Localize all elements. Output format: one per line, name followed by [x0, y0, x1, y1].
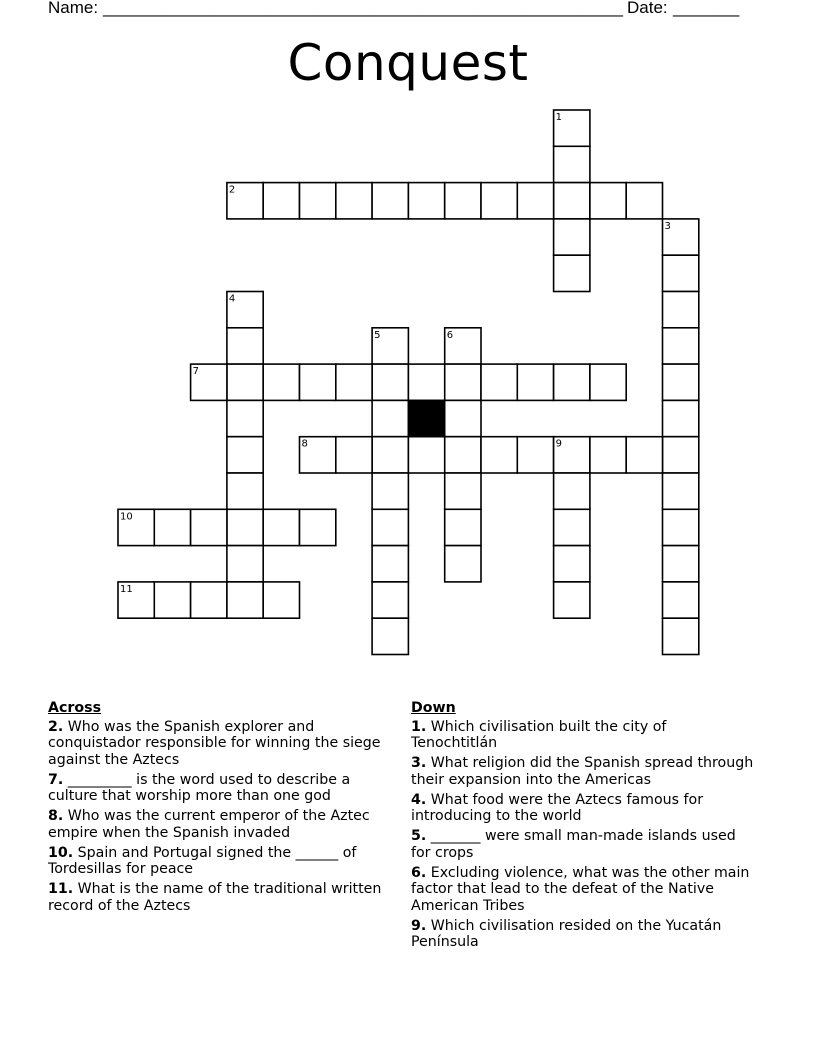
clue-number: 2. [48, 718, 64, 735]
grid-cell[interactable] [554, 582, 590, 618]
clue-number-label: 7 [192, 366, 199, 378]
clue-text: What food were the Aztecs famous for introducing to the world [411, 791, 704, 824]
clue-number-label: 9 [555, 438, 562, 450]
grid-cell[interactable] [372, 364, 408, 400]
grid-cell[interactable] [481, 183, 517, 219]
clue-number-label: 4 [228, 293, 236, 305]
across-heading: Across [48, 700, 102, 716]
clue-text: What religion did the Spanish spread through their expansion into the Americas [411, 755, 754, 788]
down-clue-4 [411, 792, 756, 825]
grid-cell[interactable] [481, 437, 517, 473]
grid-cell[interactable] [663, 255, 699, 291]
grid-cell[interactable] [336, 437, 372, 473]
across-clue-8 [48, 808, 393, 841]
grid-cell[interactable] [554, 509, 590, 545]
clue-number: 7. [48, 771, 64, 788]
clue-text: What is the name of the traditional written record of the Aztecs [48, 881, 382, 914]
grid-cell[interactable] [663, 618, 699, 654]
name-field[interactable]: _______________________________________________________ [103, 0, 624, 17]
grid-cell[interactable] [554, 546, 590, 582]
grid-cell[interactable] [663, 400, 699, 436]
grid-cell[interactable] [227, 582, 263, 618]
grid-cell[interactable] [517, 364, 553, 400]
clue-number-label: 11 [120, 583, 133, 595]
clue-number: 10. [48, 844, 74, 861]
grid-cell[interactable] [663, 473, 699, 509]
grid-cell[interactable] [445, 364, 481, 400]
grid-cell[interactable] [663, 437, 699, 473]
grid-cell[interactable] [445, 400, 481, 436]
clue-number: 6. [411, 864, 427, 881]
grid-cell[interactable] [517, 437, 553, 473]
grid-cell[interactable] [590, 183, 626, 219]
grid-cell[interactable] [227, 546, 263, 582]
grid-cell[interactable] [445, 509, 481, 545]
grid-cell[interactable] [372, 183, 408, 219]
grid-cell[interactable] [372, 509, 408, 545]
grid-cell[interactable] [372, 582, 408, 618]
across-clue-2 [48, 719, 393, 769]
grid-cell[interactable] [300, 183, 336, 219]
clue-number-label: 5 [374, 329, 381, 341]
grid-cell[interactable] [263, 183, 299, 219]
grid-cell[interactable] [227, 437, 263, 473]
grid-cell[interactable] [372, 473, 408, 509]
clue-text: Which civilisation resided on the Yucatán Península [411, 917, 722, 950]
grid-cell[interactable] [227, 328, 263, 364]
grid-cell[interactable] [590, 364, 626, 400]
grid-cell[interactable] [300, 509, 336, 545]
grid-cell[interactable] [626, 183, 662, 219]
grid-cell[interactable] [663, 292, 699, 328]
grid-cell[interactable] [590, 437, 626, 473]
grid-cell[interactable] [408, 437, 444, 473]
grid-cell[interactable] [191, 582, 227, 618]
grid-cell[interactable] [300, 364, 336, 400]
clue-text: Who was the Spanish explorer and conquistador responsible for winning the siege against the Aztecs [48, 718, 381, 768]
grid-cell[interactable] [554, 364, 590, 400]
grid-cell[interactable] [445, 437, 481, 473]
grid-cell[interactable] [663, 364, 699, 400]
clue-number-label: 6 [446, 329, 454, 341]
clue-number: 5. [411, 828, 427, 844]
clue-number-label: 8 [301, 438, 308, 450]
grid-cell[interactable] [227, 364, 263, 400]
clue-number: 4. [411, 791, 427, 808]
grid-cell[interactable] [263, 364, 299, 400]
across-clue-11 [48, 881, 393, 914]
grid-cell[interactable] [517, 183, 553, 219]
grid-cell[interactable] [554, 146, 590, 182]
grid-cell[interactable] [663, 509, 699, 545]
grid-cell[interactable] [663, 582, 699, 618]
clue-number: 1. [411, 718, 427, 735]
clue-text: Which civilisation built the city of Tenochtitlán [411, 718, 667, 751]
grid-cell[interactable] [227, 473, 263, 509]
grid-cell[interactable] [154, 582, 190, 618]
grid-cell[interactable] [372, 546, 408, 582]
grid-cell[interactable] [481, 364, 517, 400]
clue-text: _______ were small man-made islands used for crops [411, 828, 736, 861]
grid-cell[interactable] [408, 183, 444, 219]
grid-cell[interactable] [554, 473, 590, 509]
blocked-cell [408, 400, 444, 436]
grid-cell[interactable] [445, 473, 481, 509]
clue-number-label: 2 [228, 184, 236, 196]
grid-cell[interactable] [263, 582, 299, 618]
grid-cell[interactable] [154, 509, 190, 545]
grid-cell[interactable] [227, 400, 263, 436]
grid-cell[interactable] [663, 328, 699, 364]
clue-number-label: 1 [555, 112, 562, 123]
grid-cell[interactable] [336, 183, 372, 219]
down-clue-9 [411, 918, 756, 951]
grid-cell[interactable] [372, 437, 408, 473]
clue-text: Excluding violence, what was the other main factor that lead to the defeat of the Native American Tribes [411, 864, 750, 914]
grid-cell[interactable] [554, 219, 590, 255]
grid-cell[interactable] [408, 364, 444, 400]
grid-cell[interactable] [336, 364, 372, 400]
down-clue-1 [411, 719, 756, 752]
clue-number: 8. [48, 808, 64, 824]
grid-cell[interactable] [663, 546, 699, 582]
clue-number-label: 3 [664, 220, 671, 232]
grid-cell[interactable] [626, 437, 662, 473]
clue-number: 3. [411, 755, 427, 771]
down-clue-3 [411, 755, 756, 788]
date-field[interactable]: _______ [673, 0, 740, 17]
across-clue-7 [48, 772, 393, 805]
page-title: Conquest [287, 34, 529, 92]
grid-cell[interactable] [372, 400, 408, 436]
grid-cell[interactable] [554, 183, 590, 219]
grid-cell[interactable] [191, 509, 227, 545]
down-heading: Down [411, 700, 456, 716]
clue-number: 11. [48, 881, 74, 897]
grid-cell[interactable] [445, 546, 481, 582]
name-label: Name: [48, 0, 99, 17]
grid-cell[interactable] [554, 255, 590, 291]
clue-text: Spain and Portugal signed the ______ of Tordesillas for peace [48, 844, 357, 877]
down-clue-5 [411, 828, 756, 861]
down-clue-6 [411, 865, 756, 915]
down-clues [411, 700, 756, 954]
clue-text: _________ is the word used to describe a culture that worship more than one god [48, 771, 351, 804]
grid-cell[interactable] [227, 509, 263, 545]
grid-cell[interactable] [445, 183, 481, 219]
grid-cell[interactable] [263, 509, 299, 545]
grid-cell[interactable] [372, 618, 408, 654]
across-clues [48, 700, 393, 918]
clue-number: 9. [411, 917, 427, 934]
across-clue-10 [48, 845, 393, 878]
clue-number-label: 10 [120, 511, 133, 523]
clue-text: Who was the current emperor of the Aztec empire when the Spanish invaded [48, 808, 370, 841]
date-label: Date: [627, 0, 668, 17]
